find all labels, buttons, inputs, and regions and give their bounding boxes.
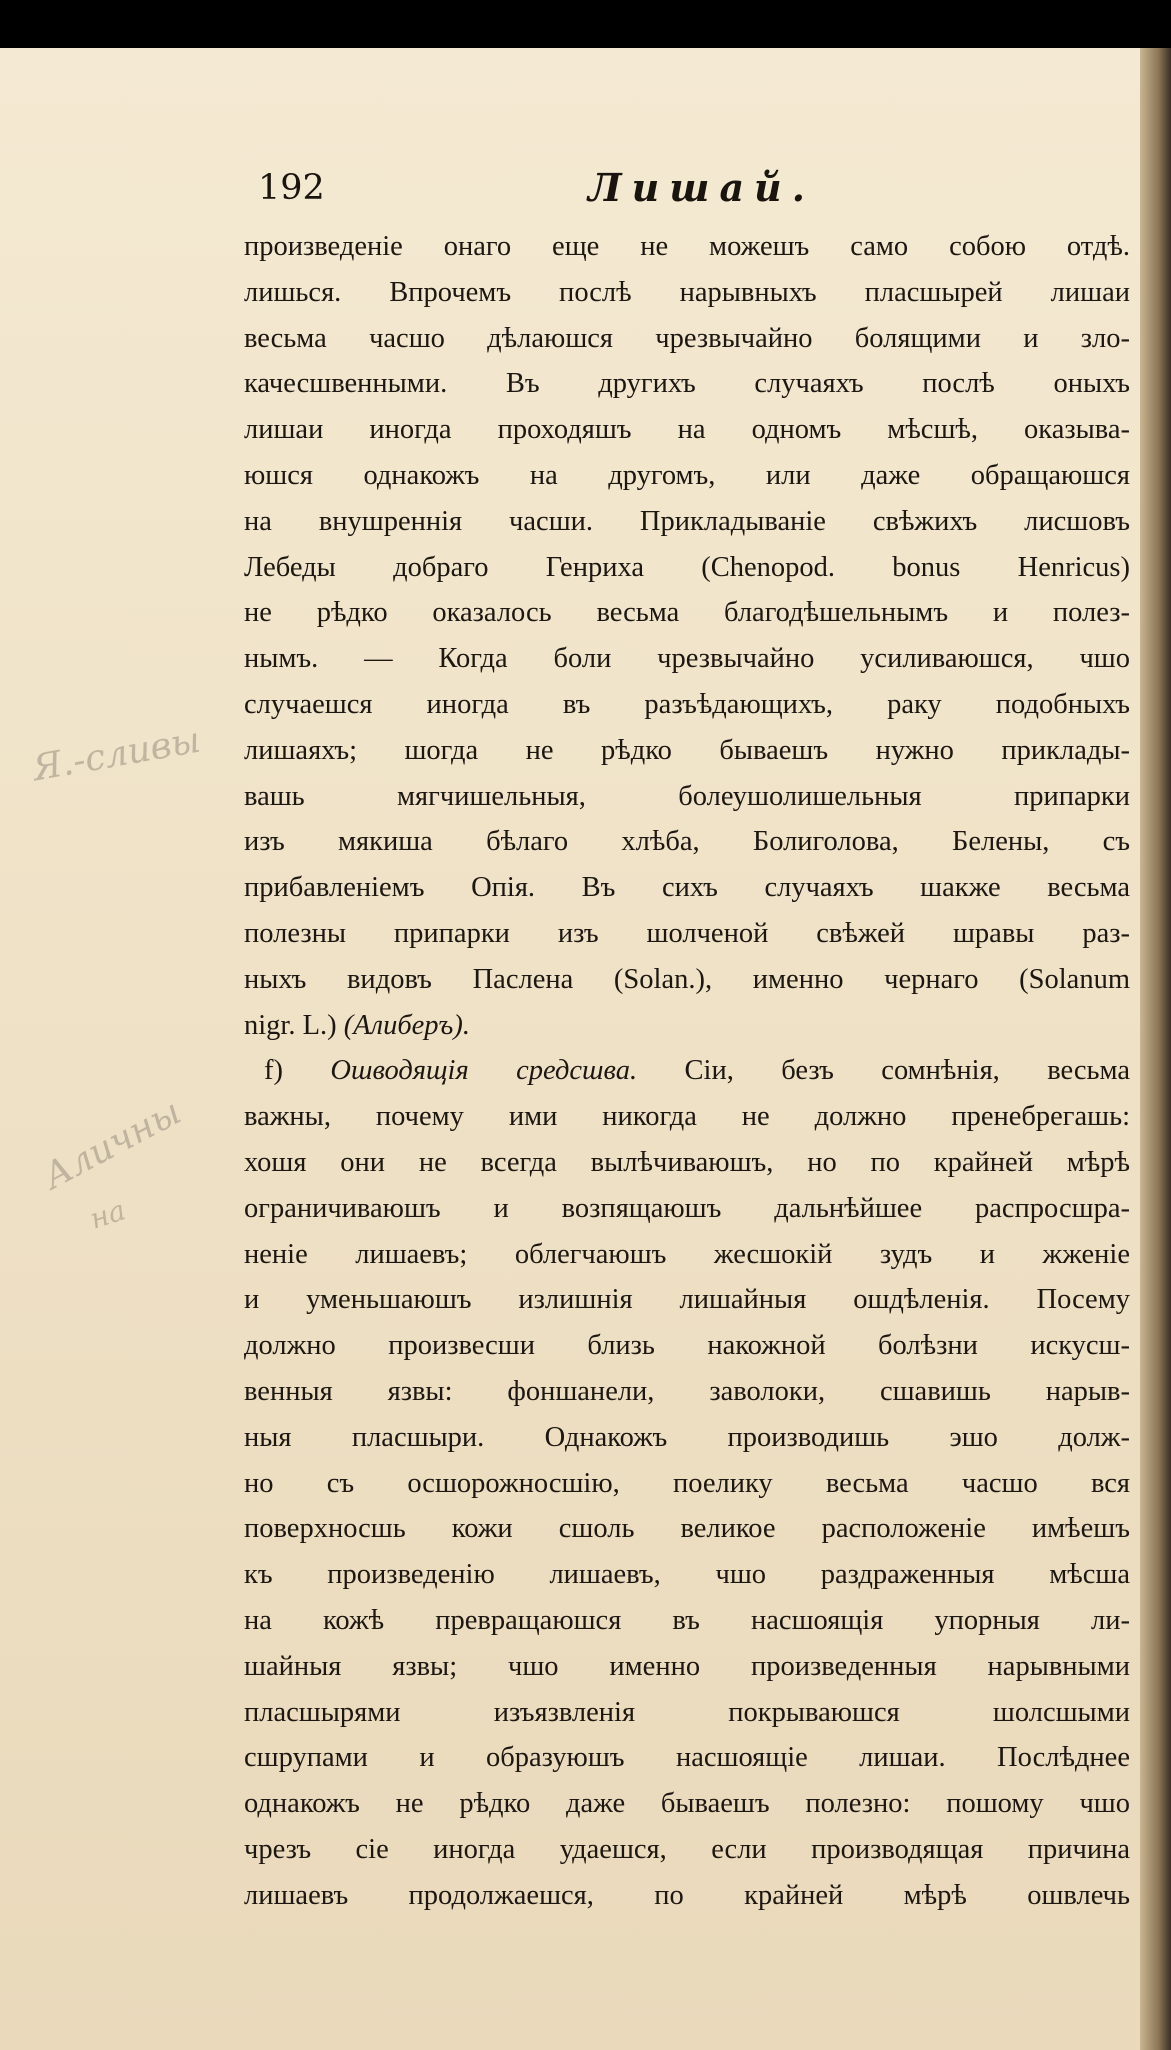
text-line: сшрупами и образуюшъ насшоящіе лишаи. Послѣднее	[244, 1742, 1130, 1774]
text-line: лишаи иногда проходяшъ на одномъ мѣсшѣ, оказыва-	[244, 414, 1130, 446]
text-line: пласшырями изъязвленія покрываюшся шолсшыми	[244, 1696, 1130, 1728]
text-line: нымъ. — Когда боли чрезвычайно усиливаюшся, чшо	[244, 643, 1130, 675]
page-edge-shadow	[1140, 48, 1171, 2050]
text-line: лишаяхъ; шогда не рѣдко бываешъ нужно приклады-	[244, 734, 1130, 766]
running-title: Лишай.	[588, 165, 815, 210]
text-line: ныхъ видовъ Паслена (Solan.), именно чернаго (Solanum	[244, 963, 1130, 995]
text-line: однакожъ не рѣдко даже бываешъ полезно: пошому чшо	[244, 1788, 1130, 1820]
text-line: качесшвенными. Въ другихъ случаяхъ послѣ оныхъ	[244, 368, 1130, 400]
handwritten-margin-note: Аличны	[37, 1091, 188, 1198]
last-line-text: nigr. L.)	[244, 1009, 337, 1041]
text-line: къ произведенію лишаевъ, чшо раздраженныя мѣсша	[244, 1559, 1130, 1591]
text-line: лишаевъ продолжаешся, по крайней мѣрѣ ошвлечь	[244, 1879, 1130, 1911]
page-header	[258, 165, 1144, 228]
first-line-rest: Сіи, безъ сомнѣнія, весьма	[684, 1055, 1130, 1087]
text-line: венныя язвы: фоншанели, заволоки, сшавишь нарыв-	[244, 1375, 1130, 1407]
text-line: и уменьшаюшъ излишнія лишайныя ошдѣленія. Посему	[244, 1284, 1130, 1316]
text-line: произведеніе онаго еще не можешъ само собою отдѣ.	[244, 231, 1130, 262]
text-line: случаешся иногда въ разъѣдающихъ, раку подобныхъ	[244, 688, 1130, 720]
handwritten-margin-note: на	[85, 1193, 130, 1236]
text-line: ныя пласшыри. Однакожъ производишь эшо долж-	[244, 1421, 1130, 1453]
text-line: хошя они не всегда вылѣчиваюшъ, но по крайней мѣрѣ	[244, 1146, 1130, 1178]
text-line: юшся однакожъ на другомъ, или даже обращаюшся	[244, 459, 1130, 491]
text-line: не рѣдко оказалось весьма благодѣшельнымъ и полез-	[244, 597, 1130, 629]
section-label: f)	[264, 1055, 283, 1087]
handwritten-margin-note: Я.-сливы	[29, 719, 204, 790]
text-line: на кожѣ превращаюшся въ насшоящія упорныя ли-	[244, 1604, 1130, 1636]
text-line: прибавленіемъ Опія. Въ сихъ случаяхъ шакже весьма	[244, 872, 1130, 904]
section-heading: Ошводящія средсшва.	[330, 1055, 638, 1087]
text-line	[244, 1048, 1130, 1094]
text-line: Лебеды добраго Генриха (Chenopod. bonus Henricus)	[244, 551, 1130, 583]
body-text	[244, 224, 1130, 1918]
text-line: изъ мякиша бѣлаго хлѣба, Болиголова, Белены, съ	[244, 826, 1130, 858]
text-line: должно произвесши близь накожной болѣзни искусш-	[244, 1330, 1130, 1362]
text-line: весьма часшо дѣлаюшся чрезвычайно болящими и зло-	[244, 322, 1130, 354]
paragraph-2	[244, 1048, 1130, 1918]
text-line: вашь мягчишельныя, болеушолишельныя припарки	[244, 780, 1130, 812]
author-citation: (Алиберъ).	[343, 1009, 470, 1041]
text-line: ограничиваюшъ и возпящаюшъ дальнѣйшее распросшра-	[244, 1192, 1130, 1224]
text-line: лишься. Впрочемъ послѣ нарывныхъ пласшырей лишаи	[244, 276, 1130, 308]
page-number: 192	[258, 168, 325, 208]
text-line: но съ осшорожносшію, поелику весьма часшо вся	[244, 1467, 1130, 1499]
text-line: полезны припарки изъ шолченой свѣжей шравы раз-	[244, 917, 1130, 949]
text-line: неніе лишаевъ; облегчаюшъ жесшокій зудъ и жженіе	[244, 1238, 1130, 1270]
text-line	[244, 1003, 1130, 1049]
text-line: шайныя язвы; чшо именно произведенныя нарывными	[244, 1650, 1130, 1682]
text-line: чрезъ сіе иногда удаешся, если производящая причина	[244, 1833, 1130, 1865]
paragraph-1	[244, 224, 1130, 1048]
text-line: важны, почему ими никогда не должно пренебрегашь:	[244, 1101, 1130, 1133]
text-line: поверхносшь кожи сшоль великое расположеніе имѣешъ	[244, 1513, 1130, 1545]
text-line: на внушреннія часши. Прикладываніе свѣжихъ лисшовъ	[244, 505, 1130, 537]
